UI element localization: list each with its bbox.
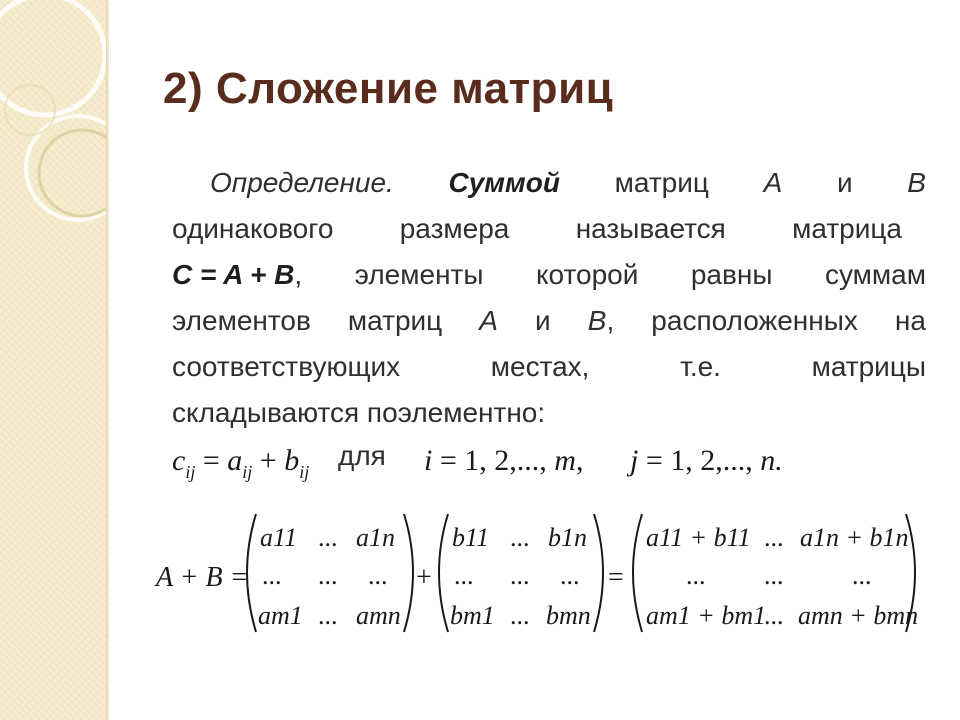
matrix-b-cell: bm1	[450, 601, 495, 630]
matrix-b-cell: b1n	[548, 523, 587, 552]
matrix-sum-left-paren	[633, 514, 642, 632]
word: матриц	[614, 167, 709, 198]
word: суммам	[824, 259, 926, 290]
matrix-a-cell: am1	[258, 601, 303, 630]
word: равны	[690, 259, 773, 290]
matrix-sum-cell: ...	[764, 523, 784, 552]
c-subscript: ij	[185, 462, 196, 482]
matrix-sum-cell: a11 + b11	[646, 523, 751, 552]
matrix-a-cell: ...	[318, 561, 338, 590]
matrix-a-cell: ...	[262, 561, 282, 590]
equals-sign: =	[195, 444, 228, 477]
word: которой	[535, 259, 639, 290]
element-formula-row	[172, 438, 872, 488]
matrix-b-cell: bmn	[546, 601, 591, 630]
matrix-b-cell: ...	[510, 523, 530, 552]
word: называется	[575, 213, 726, 244]
word: одинакового	[172, 213, 334, 244]
i-range-values: = 1, 2,...,	[432, 444, 555, 477]
b-symbol: b	[284, 444, 300, 477]
plus-operator: +	[416, 562, 432, 593]
matrix-b-left-paren	[439, 514, 448, 632]
matrix-sum-equation	[0, 510, 960, 650]
page-title: 2) Сложение матриц	[163, 64, 614, 113]
matrix-b-with-comma	[588, 298, 614, 344]
word: и	[836, 167, 853, 198]
matrix-a-right-paren	[404, 514, 413, 632]
matrix-sum-cell: ...	[764, 601, 784, 630]
comma: ,	[294, 259, 303, 290]
matrix-sum-cell: am1 + bm1	[646, 601, 767, 630]
j-range	[630, 444, 783, 478]
sum-expression	[172, 252, 302, 298]
matrix-a-cell: ...	[318, 523, 338, 552]
sum-term: Суммой	[448, 167, 560, 198]
matrix-b-cell: b11	[452, 523, 490, 552]
word: т.е.	[680, 351, 721, 382]
word: матрицы	[811, 351, 926, 382]
equals-operator: =	[608, 562, 624, 593]
word: соответствующих	[172, 351, 401, 382]
matrix-sum-cell: ...	[686, 561, 706, 590]
matrix-b-cell: ...	[510, 561, 530, 590]
word: матрица	[792, 213, 902, 244]
matrix-b-cell: ...	[454, 561, 474, 590]
definition-line-3	[172, 252, 926, 298]
matrix-b-right-paren	[594, 514, 603, 632]
matrix-a-cell: ...	[318, 601, 338, 630]
matrix-a-symbol: A	[479, 305, 498, 336]
a-subscript: ij	[242, 462, 253, 482]
matrix-a-cell: a11	[260, 523, 298, 552]
definition-line-4	[172, 298, 926, 344]
sum-expression-formula: C = A + B	[172, 259, 295, 290]
matrix-b-cell: ...	[560, 561, 580, 590]
word: местах,	[490, 351, 590, 382]
matrix-sum-cell: ...	[852, 561, 872, 590]
definition-label: Определение.	[210, 167, 394, 198]
for-word: для	[338, 440, 386, 471]
definition-ending: складываются поэлементно:	[172, 397, 546, 428]
word: элементы	[354, 259, 484, 290]
matrix-sum-cell: a1n + b1n	[800, 523, 909, 552]
i-variable: i	[424, 444, 433, 477]
definition-line-2	[172, 206, 902, 252]
word: элементов	[172, 305, 311, 336]
matrix-sum-cell: ...	[764, 561, 784, 590]
definition-paragraph	[172, 160, 926, 436]
word: и	[535, 305, 551, 336]
definition-line-1	[172, 160, 926, 206]
word: размера	[399, 213, 510, 244]
matrix-a-cell: ...	[368, 561, 388, 590]
b-subscript: ij	[299, 462, 310, 482]
word: матриц	[347, 305, 443, 336]
matrix-a-cell: amn	[356, 601, 401, 630]
plus-sign: +	[252, 444, 285, 477]
matrix-b-symbol: B	[907, 167, 926, 198]
matrix-equation-lhs: A + B =	[156, 562, 249, 593]
j-range-end: n.	[760, 444, 783, 477]
matrix-a-symbol: A	[763, 167, 783, 198]
i-range-end: m	[554, 444, 576, 477]
matrix-sum-cell: amn + bmn	[798, 601, 919, 630]
element-sum-formula	[172, 444, 309, 483]
word: расположенных	[651, 305, 858, 336]
j-variable: j	[630, 444, 639, 477]
i-range: i = 1, 2,..., m,	[424, 444, 584, 477]
c-symbol: c	[172, 444, 186, 477]
matrix-a-cell: a1n	[356, 523, 395, 552]
matrix-b-cell: ...	[510, 601, 530, 630]
definition-line-6	[172, 390, 926, 436]
j-range-values: = 1, 2,...,	[638, 444, 761, 477]
word: на	[894, 305, 926, 336]
matrix-b-symbol: B	[587, 305, 607, 336]
comma: ,	[606, 305, 615, 336]
definition-line-5	[172, 344, 926, 390]
a-symbol: a	[227, 444, 243, 477]
